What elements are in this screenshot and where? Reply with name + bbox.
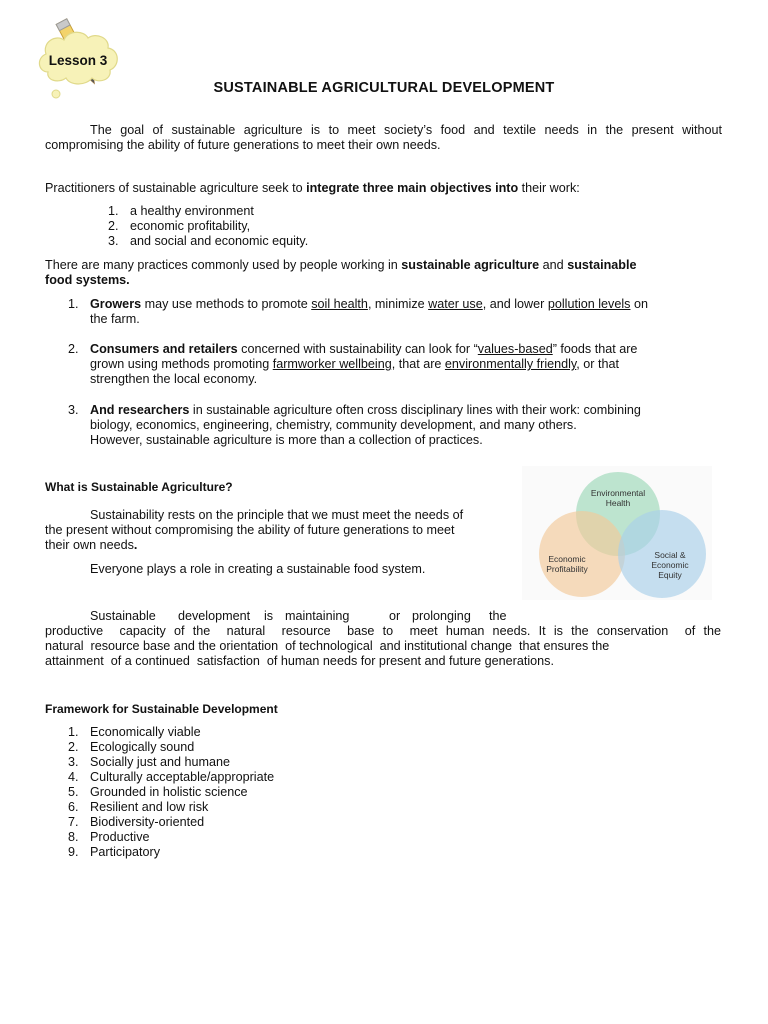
pollution-levels-link[interactable]: pollution levels [547,297,631,311]
practices-lead-text: There are many practices commonly used by people working in [45,258,402,272]
list-text: Participatory [90,845,160,859]
list-item [68,740,274,755]
venn-label: Economic [651,560,689,570]
growers-line-2: the farm. [90,312,140,326]
page-title: SUSTAINABLE AGRICULTURAL DEVELOPMENT [213,80,555,96]
list-text: a healthy environment [130,204,254,218]
list-item [68,830,274,845]
practices-lead-bold-1: sustainable agriculture [401,258,540,272]
list-text: Ecologically sound [90,740,195,754]
list-text: and social and economic equity. [130,234,309,248]
consumers-text-3: grown using methods promoting [90,357,273,371]
venn-label: Health [605,498,631,508]
practices-lead [45,258,725,288]
list-number: 2. [68,342,79,356]
list-item [108,204,308,219]
practice-growers [68,297,720,327]
list-item [68,725,274,740]
what-paragraph-2: Everyone plays a role in creating a sustainable food system. [90,562,426,576]
intro-paragraph [45,123,722,153]
list-number: 1. [108,204,119,218]
list-number: 1. [68,725,79,739]
consumers-text-5: , or that [576,357,619,371]
list-number: 3. [68,755,79,769]
water-use-link[interactable]: water use [428,297,483,311]
growers-text-3: , and lower [482,297,548,311]
venn-label: Profitability [546,564,588,574]
growers-label: Growers [90,297,142,311]
consumers-label: Consumers and retailers [90,342,238,356]
researchers-line-2: biology, economics, engineering, chemistry, community development, and many others. [90,418,577,432]
list-number: 3. [108,234,119,248]
lesson-label: Lesson 3 [48,53,108,68]
list-item [108,234,309,249]
what-line-1: Sustainability rests on the principle that we must meet the needs of [90,508,464,522]
development-line-1 [45,609,721,624]
list-number: 9. [68,845,79,859]
development-line-2: productive capacity of the natural resource base to meet human needs. It is the conservation of the [45,624,721,638]
farmworker-wellbeing-link[interactable]: farmworker wellbeing [272,357,392,371]
practices-lead-bold-2: sustainable [567,258,637,272]
list-number: 2. [108,219,119,233]
objectives-lead-bold: integrate three main objectives into [306,181,519,195]
objectives-lead-text: Practitioners of sustainable agriculture seek to [45,181,307,195]
list-text: Biodiversity-oriented [90,815,205,829]
framework-list [68,725,275,860]
consumers-text-1: concerned with sustainability can look for “ [237,342,478,356]
growers-text-2: , minimize [367,297,429,311]
list-item [68,800,274,815]
list-item [68,845,274,860]
list-number: 3. [68,403,79,417]
venn-label: Social & [654,550,686,560]
venn-label: Environmental [590,488,646,498]
dev-word: or [389,609,401,623]
list-number: 6. [68,800,79,814]
growers-text-1: may use methods to promote [141,297,312,311]
list-text: Grounded in holistic science [90,785,248,799]
consumers-line-3: strengthen the local economy. [90,372,258,386]
development-line-4: attainment of a continued satisfaction of human needs for present and future generations. [45,654,554,668]
researchers-text-1: in sustainable agriculture often cross disciplinary lines with their work: combining [189,403,641,417]
list-text: Culturally acceptable/appropriate [90,770,275,784]
list-item [68,815,274,830]
list-text: Socially just and humane [90,755,231,769]
list-text: Resilient and low risk [90,800,209,814]
what-line-3: their own needs [45,538,134,552]
list-number: 5. [68,785,79,799]
dev-word: maintaining [285,609,350,623]
list-text: Productive [90,830,150,844]
list-number: 2. [68,740,79,754]
what-line-2: the present without compromising the ability of future generations to meet [45,523,455,537]
list-number: 1. [68,297,79,311]
researchers-line-3: However, sustainable agriculture is more than a collection of practices. [90,433,483,447]
what-line-3-dot: . [133,538,138,552]
soil-health-link[interactable]: soil health [311,297,368,311]
framework-heading: Framework for Sustainable Development [45,702,278,716]
objectives-lead-end: their work: [518,181,580,195]
researchers-label: And researchers [90,403,190,417]
list-text: economic profitability, [130,219,251,233]
development-paragraph [45,609,721,669]
intro-line-2: compromising the ability of future generations to meet their own needs. [45,138,441,152]
venn-diagram [522,466,712,600]
list-item [68,785,274,800]
list-number: 8. [68,830,79,844]
practices-lead-bold-3: food systems. [45,273,130,287]
what-paragraph-1 [45,508,505,553]
venn-label: Economic [548,554,586,564]
list-number: 4. [68,770,79,784]
objectives-list [108,204,309,249]
consumers-text-2: ” foods that are [552,342,638,356]
consumers-text-4: , that are [391,357,445,371]
environmentally-friendly-link[interactable]: environmentally friendly [444,357,577,371]
list-item [108,219,308,234]
list-number: 7. [68,815,79,829]
objectives-lead [45,181,725,196]
list-text: Economically viable [90,725,201,739]
dev-word: is [264,609,274,623]
list-item [68,755,274,770]
venn-label: Equity [658,570,682,580]
practices-lead-and: and [539,258,568,272]
practice-researchers [68,403,725,448]
practice-consumers [68,342,720,387]
dev-word: prolonging [412,609,471,623]
dev-word: development [178,609,251,623]
growers-text-4: on [630,297,648,311]
intro-line-1: The goal of sustainable agriculture is to meet society’s food and textile needs in the present without [90,123,722,137]
development-line-3: natural resource base and the orientation of technological and institutional change that ensures the [45,639,610,653]
dev-word: the [489,609,507,623]
what-heading: What is Sustainable Agriculture? [45,480,233,494]
values-based-link[interactable]: values-based [477,342,553,356]
dev-word: Sustainable [90,609,156,623]
list-item [68,770,275,785]
